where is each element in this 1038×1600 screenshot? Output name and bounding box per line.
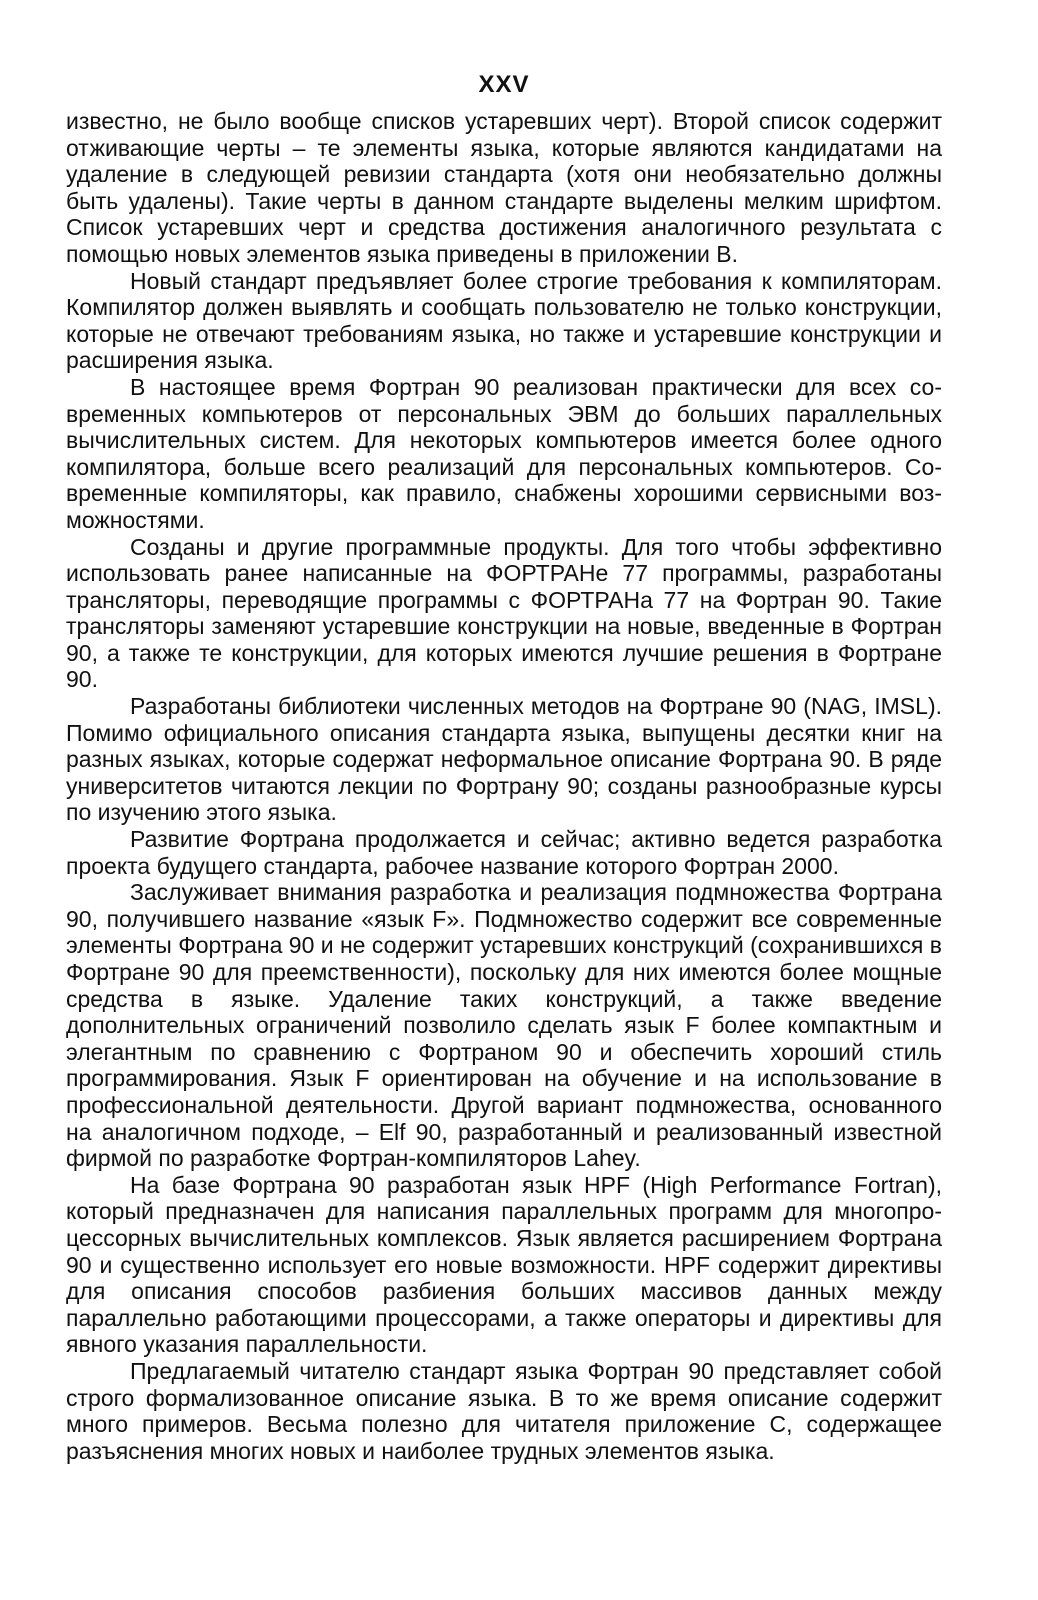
paragraph: известно, не было вообще списков устаревших черт). Второй список содержит отживающие черты – те элементы языка, которые являются кандидатами на удаление в следующей ревизии стандарта (хотя они необязательно должны быть удалены). Такие черты в данном стандарте выделены мелким шрифтом. Список устаревших черт и средства достижения аналогичного результата с помощью новых элементов языка приведены в приложении B. — [66, 108, 942, 267]
document-page — [66, 62, 942, 1464]
paragraph: На базе Фортрана 90 разработан язык HPF (High Performance Fortran), который предназначен для написания параллельных программ для многопроцессорных вычислительных комплексов. Язык является расширением Фортрана 90 и существенно использует его новые возможности. HPF содержит директивы для описания способов разбиения больших массивов данных между параллельно работающими процессорами, а также операторы и директивы для явного указания параллельности. — [66, 1171, 942, 1358]
paragraph: Разработаны библиотеки численных методов на Фортране 90 (NAG, IMSL). Помимо официального описания стандарта языка, выпущены десятки книг на разных языках, которые содержат неформальное описание Фортрана 90. В ряде университетов читаются лекции по Фортрану 90; созданы разнообразные курсы по изучению этого языка. — [66, 693, 942, 826]
paragraph: В настоящее время Фортран 90 реализован практически для всех современных компьютеров от персональных ЭВМ до больших параллельных вычислительных систем. Для некоторых компьютеров имеется более одного компилятора, больше всего реализаций для персональных компьютеров. Современные компиляторы, как правило, снабжены хорошими сервисными возможностями. — [66, 373, 942, 533]
paragraph: Созданы и другие программные продукты. Для того чтобы эффективно использовать ранее написанные на ФОРТРАНе 77 программы, разработаны трансляторы, переводящие программы с ФОРТРАНа 77 на Фортран 90. Такие трансляторы заменяют устаревшие конструкции на новые, введенные в Фортран 90, а также те конструкции, для которых имеются лучшие решения в Фортране 90. — [66, 533, 942, 693]
paragraph: Новый стандарт предъявляет более строгие требования к компиляторам. Компилятор должен выявлять и сообщать пользователю не только конструкции, которые не отвечают требованиям языка, но также и устаревшие конструкции и расширения языка. — [66, 267, 942, 374]
paragraph: Развитие Фортрана продолжается и сейчас; активно ведется разработка проекта будущего стандарта, рабочее название которого Фортран 2000. — [66, 826, 942, 879]
page-number: XXV — [478, 71, 530, 98]
paragraph: Предлагаемый читателю стандарт языка Фортран 90 представляет собой строго формализованное описание языка. В то же время описание содержит много примеров. Весьма полезно для читателя приложение С, содержащее разъяснения многих новых и наиболее трудных элементов языка. — [66, 1357, 942, 1464]
body-text — [66, 108, 942, 1464]
paragraph: Заслуживает внимания разработка и реализация подмножества Фортрана 90, получившего название «язык F». Подмножество содержит все современные элементы Фортрана 90 и не содержит устаревших конструкций (сохранившихся в Фортране 90 для преемственности), поскольку для них имеются более мощные средства в языке. Удаление таких конструкций, а также введение дополнительных ограничений позволило сделать язык F более компактным и элегантным по сравнению с Фортраном 90 и обеспечить хороший стиль программирования. Язык F ориентирован на обучение и на использование в профессиональной деятельности. Другой вариант подмножества, основанного на аналогичном подходе, – Elf 90, разработанный и реализованный известной фирмой по разработке Фортран-компиляторов Lahey. — [66, 879, 942, 1172]
